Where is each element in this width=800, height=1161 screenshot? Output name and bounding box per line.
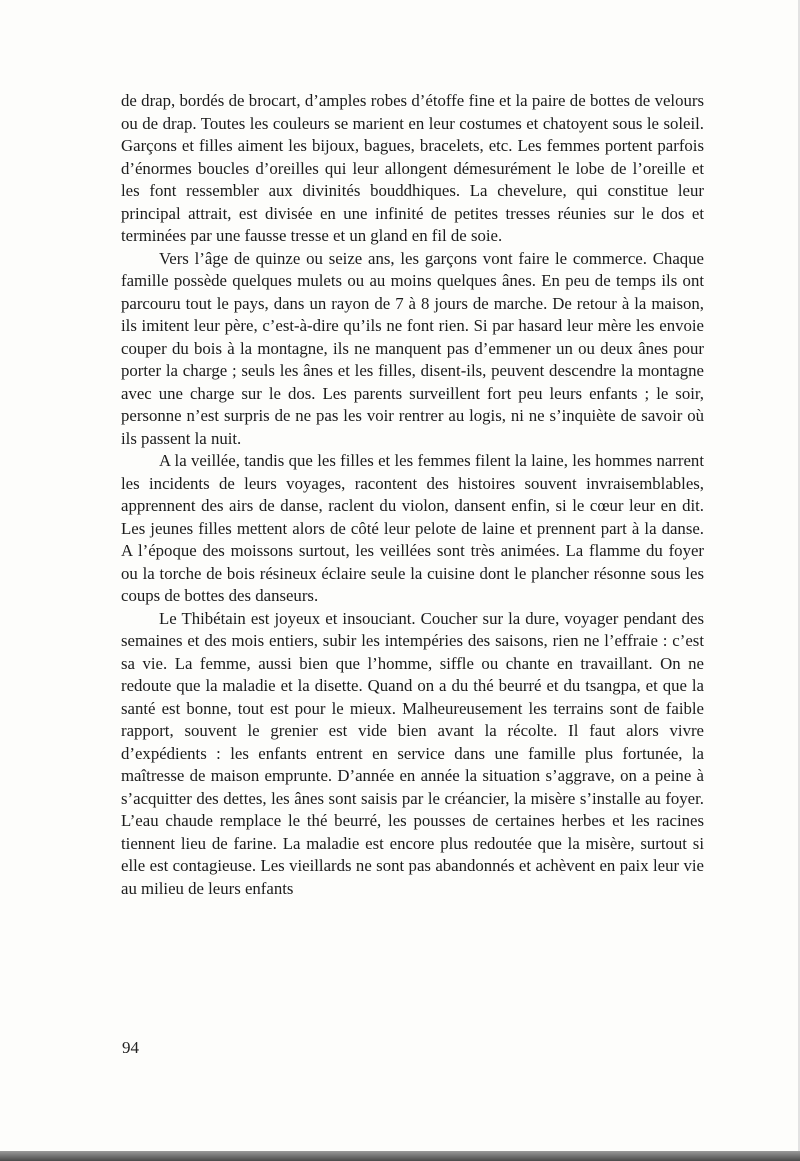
paragraph-3: A la veillée, tandis que les filles et les femmes filent la laine, les hommes narrent les incidents de leurs voyages, racontent des histoires souvent invraisemblables, apprennent des airs de danse, raclent du violon, dansent enfin, si le cœur leur en dit. Les jeunes filles mettent alors de côté leur pelote de laine et prennent part à la danse. A l’époque des moissons surtout, les veillées sont très animées. La flamme du foyer ou la torche de bois résineux éclaire seule la cuisine dont le plancher résonne sous les coups de bottes des danseurs. <box>121 451 704 605</box>
paragraph-2: Vers l’âge de quinze ou seize ans, les garçons vont faire le commerce. Chaque famille possède quelques mulets ou au moins quelques ânes. En peu de temps ils ont parcouru tout le pays, dans un rayon de 7 à 8 jours de marche. De retour à la maison, ils imitent leur père, c’est-à-dire qu’ils ne font rien. Si par hasard leur mère les envoie couper du bois à la montagne, ils ne manquent pas d’emmener un ou deux ânes pour porter la charge ; seuls les ânes et les filles, disent-ils, peuvent descendre la montagne avec une charge sur le dos. Les parents surveillent fort peu leurs enfants ; le soir, personne n’est surpris de ne pas les voir rentrer au logis, ni ne s’inquiète de savoir où ils passent la nuit. <box>121 248 704 448</box>
body-text <box>121 90 704 900</box>
page-number: 94 <box>122 1038 139 1057</box>
paragraph-4: Le Thibétain est joyeux et insouciant. Coucher sur la dure, voyager pendant des semaines et des mois entiers, subir les intempéries des saisons, rien ne l’effraie : c’est sa vie. La femme, aussi bien que l’homme, siffle ou chante en travaillant. On ne redoute que la maladie et la disette. Quand on a du thé beurré et du tsangpa, et que la santé est bonne, tout est pour le mieux. Malheureusement les terrains sont de faible rapport, souvent le grenier est vide bien avant la récolte. Il faut alors vivre d’expédients : les enfants entrent en service dans une famille plus fortunée, la maîtresse de maison emprunte. D’année en année la situation s’aggrave, on a peine à s’acquitter des dettes, les ânes sont saisis par le créancier, la misère s’installe au foyer. L’eau chaude remplace le thé beurré, les pousses de certaines herbes et les racines tiennent lieu de farine. La maladie est encore plus redoutée que la misère, surtout si elle est contagieuse. Les vieillards ne sont pas abandonnés et achèvent en paix leur vie au milieu de leurs enfants <box>121 608 704 898</box>
paragraph-1: de drap, bordés de brocart, d’amples robes d’étoffe fine et la paire de bottes de velours ou de drap. Toutes les couleurs se marient en leur costumes et chatoyent sous le soleil. Garçons et filles aiment les bijoux, bagues, bracelets, etc. Les femmes portent parfois d’énormes boucles d’oreilles qui leur allongent démesurément le lobe de l’oreille et les font ressembler aux divinités bouddhiques. La chevelure, qui constitue leur principal attrait, est divisée en une infinité de petites tresses réunies sur le dos et terminées par une fausse tresse et un gland en fil de soie. <box>121 91 704 245</box>
scan-bottom-edge <box>0 1151 800 1161</box>
